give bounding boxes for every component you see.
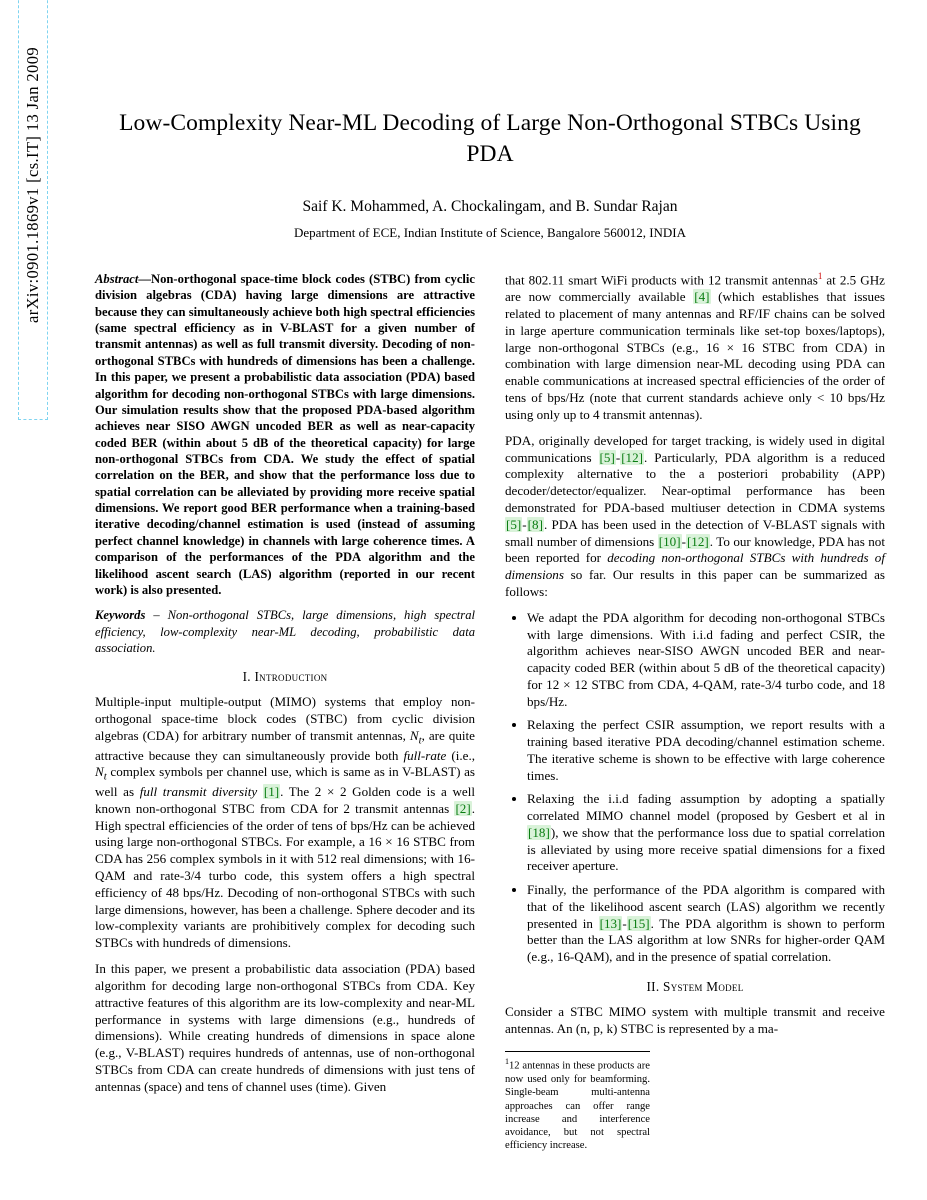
right-p1-a: that 802.11 smart WiFi products with 12 transmit antennas xyxy=(505,272,818,288)
left-column xyxy=(95,271,475,1153)
right-p1-c: (which establishes that issues related to placement of many antennas and RF/IF chains can be solved in large aperture communication terminals like set-top boxes/laptops), large non-orthogonal STBCs (e.g., 16 × 16 STBC from CDA) in combination with large dimension near-ML decoding using PDA can enable communications at increased spectral efficiencies of the order of tens of bps/Hz (note that current standards achieve only < 10 bps/Hz using only up to 4 transmit antennas). xyxy=(505,289,885,422)
right-paragraph-1 xyxy=(505,271,885,424)
list-item xyxy=(527,791,885,875)
system-model-paragraph-1: Consider a STBC MIMO system with multiple transmit and receive antennas. An (n, p, k) STBC is represented by a ma- xyxy=(505,1003,885,1036)
footnote-1 xyxy=(505,1051,650,1152)
footnote-marker-1[interactable]: 1 xyxy=(817,271,823,282)
right-p2-e: so far. Our results in this paper can be summarized as follows: xyxy=(505,567,885,600)
arxiv-stamp: arXiv:0901.1869v1 [cs.IT] 13 Jan 2009 xyxy=(18,0,48,420)
citation-2[interactable]: [2] xyxy=(455,800,471,816)
citation-10[interactable]: [10] xyxy=(658,533,681,549)
intro-paragraph-1 xyxy=(95,694,475,952)
section-heading-introduction: I. Introduction xyxy=(242,669,328,685)
paper-content xyxy=(95,0,885,1200)
keywords xyxy=(95,607,475,656)
two-column-body xyxy=(95,271,885,1153)
right-p2-a: PDA, originally developed for target tracking, is widely used in digital communications xyxy=(505,432,885,465)
right-paragraph-2: PDA, originally developed for target tracking, is widely used in digital communications [5]-[12]. Particularly, PDA algorithm is a reduced complexity alternative to the a posteriori probability (APP) decoder/detector/equalizer. Near-optimal performance has been demonstrated for PDA-based multiuser detection in CDMA systems [5]-[8]. PDA has been used in the detection of V-BLAST signals with small number of dimensions [10]-[12]. To our knowledge, PDA has not been reported for decoding non-orthogonal STBCs with hundreds of dimensions so far. Our results in this paper can be summarized as follows: xyxy=(505,432,885,600)
right-p2-c: . PDA has been used in the detection of V-BLAST signals with small number of dimensions xyxy=(505,516,885,549)
bullet-4-text-b: . The PDA algorithm is shown to perform better than the LAS algorithm at low SNRs for higher-order QAM (e.g., 16-QAM), and in the presence of spatial correlation. xyxy=(527,915,885,965)
bullet-1-text: We adapt the PDA algorithm for decoding non-orthogonal STBCs with large dimensions. With i.i.d fading and perfect CSIR, the algorithm achieves near-SISO AWGN uncoded BER and near-capacity coded BER (within about 5 dB of the theoretical capacity) for 12 × 12 STBC from CDA, 4-QAM, rate-3/4 turbo code, and 18 bps/Hz. xyxy=(527,609,885,709)
footnote-superscript: 1 xyxy=(505,1057,509,1067)
right-p2-italic: decoding non-orthogonal STBCs with hundreds of dimensions xyxy=(505,550,885,583)
intro-p1-d: complex symbols per channel use, which is same as in V-BLAST) as well as xyxy=(95,764,475,799)
citation-13[interactable]: [13] xyxy=(599,915,622,931)
keywords-text: – Non-orthogonal STBCs, large dimensions, high spectral efficiency, low-complexity near-ML decoding, probabilistic data association. xyxy=(95,608,475,655)
intro-paragraph-2: In this paper, we present a probabilistic data association (PDA) based algorithm for decoding large non-orthogonal STBCs from CDA. Key attractive features of this algorithm are its low-complexity and near-ML performance in systems with large dimensions (e.g., hundreds of dimensions). While creating hundreds of dimensions in space alone (e.g., V-BLAST) requires hundreds of antennas, use of non-orthogonal STBCs from CDA can create hundreds of dimensions with just tens of antennas (space) and tens of channel uses (time). Given xyxy=(95,961,475,1094)
citation-12[interactable]: [12] xyxy=(621,449,644,465)
citation-1[interactable]: [1] xyxy=(263,783,280,799)
abstract-text: —Non-orthogonal space-time block codes (STBC) from cyclic division algebras (CDA) having large dimensions are attractive because they can simultaneously achieve both high spectral efficiencies (same spectral efficiency as in V-BLAST for a given number of transmit antennas) as well as full transmit diversity. Decoding of non-orthogonal STBCs with hundreds of dimensions has been a challenge. In this paper, we present a probabilistic data association (PDA) based algorithm for decoding non-orthogonal STBCs with large dimensions. Our simulation results show that the proposed PDA-based algorithm achieves near SISO AWGN uncoded BER as well as near-capacity coded BER (within about 5 dB of the theoretical capacity) for large non-orthogonal STBCs from CDA. We study the effect of spatial correlation on the BER, and show that the performance loss due to spatial correlation can be alleviated by providing more receive spatial dimensions. We report good BER performance when a training-based iterative decoding/channel estimation is used (instead of assuming perfect channel knowledge) in channels with large coherence times. A comparison of the performances of the PDA algorithm and the likelihood ascent search (LAS) algorithm (reported in our recent work) is also presented. xyxy=(95,272,475,597)
right-p2-b: . Particularly, PDA algorithm is a reduced complexity alternative to the a posteriori probability (APP) decoder/detector/equalizer. Near-optimal performance has been demonstrated for PDA-based multiuser detection in CDMA systems xyxy=(505,449,885,515)
abstract-lead: Abstract xyxy=(95,272,139,287)
intro-p1-fullrate: full-rate xyxy=(403,747,447,763)
abstract xyxy=(95,271,475,598)
list-item xyxy=(527,717,885,784)
intro-p1-b: , are quite attractive because they can simultaneously provide both xyxy=(95,727,475,763)
citation-12b[interactable]: [12] xyxy=(686,533,709,549)
right-column xyxy=(505,271,885,1153)
citation-5[interactable]: [5] xyxy=(599,449,615,465)
symbol-nt-base: N xyxy=(409,727,419,743)
intro-p1-c: (i.e., xyxy=(446,747,475,763)
bullet-2-text: Relaxing the perfect CSIR assumption, we report results with a training based iterative PDA decoding/channel estimation scheme. The iterative scheme is shown to be effective with large coherence times. xyxy=(527,717,885,783)
citation-18[interactable]: [18] xyxy=(528,824,550,840)
footnote-text: 12 antennas in these products are now used only for beamforming. Single-beam multi-antenna approaches can offer range increase and interference avoidance, but not spectral efficiency increase. xyxy=(505,1060,650,1152)
bullet-3-text-b: ), we show that the performance loss due to spatial correlation is alleviated by using more receive spatial dimensions for a fixed receiver aperture. xyxy=(527,824,885,874)
intro-p1-a: Multiple-input multiple-output (MIMO) systems that employ non-orthogonal space-time block codes (STBC) from cyclic division algebras (CDA) for arbitrary number of transmit antennas, xyxy=(95,694,475,743)
keywords-label: Keywords xyxy=(95,608,146,623)
right-p2-dash1: - xyxy=(615,449,621,465)
section-heading-system-model: II. System Model xyxy=(646,978,744,994)
list-item xyxy=(527,610,885,711)
right-p2-d: . To our knowledge, PDA has not been reported for xyxy=(505,533,885,566)
page-title: Low-Complexity Near-ML Decoding of Large Non-Orthogonal STBCs Using PDA xyxy=(119,110,861,168)
right-p1-b: at 2.5 GHz are now commercially available xyxy=(505,272,885,305)
intro-p1-fulldiv: full transmit diversity xyxy=(139,783,258,799)
bullet-4-text-a: Finally, the performance of the PDA algorithm is compared with that of the likelihood ascent search (LAS) algorithm we recently presented in xyxy=(527,882,885,931)
bullet-4-dash: - xyxy=(622,915,627,931)
bullet-3-text-a: Relaxing the i.i.d fading assumption by adopting a spatially correlated MIMO channel model (proposed by Gesbert et al in xyxy=(527,791,885,824)
list-item xyxy=(527,882,885,966)
affiliation: Department of ECE, Indian Institute of Science, Bangalore 560012, INDIA xyxy=(293,225,687,241)
citation-15[interactable]: [15] xyxy=(627,915,650,931)
symbol-nt xyxy=(409,727,422,747)
authors: Saif K. Mohammed, A. Chockalingam, and B. Sundar Rajan xyxy=(302,198,678,216)
citation-4[interactable]: [4] xyxy=(694,289,710,305)
symbol-nt-2: $N_t$ xyxy=(95,764,107,783)
intro-p1-f: . High spectral efficiencies of the order of tens of bps/Hz can be achieved using large non-orthogonal STBCs. For example, a 16 × 16 STBC from CDA has 256 complex symbols in it with 512 real dimensions; with 16-QAM and rate-3/4 turbo code, this system offers a high spectral efficiency of 48 bps/Hz. Decoding of non-orthogonal STBCs with such large dimensions, however, has been a challenge. Sphere decoder and its low-complexity variants are prohibitively complex for decoding such STBCs with hundreds of dimensions. xyxy=(95,800,475,951)
symbol-nt-sub: t xyxy=(418,734,422,747)
summary-bullet-list xyxy=(505,610,885,966)
citation-8[interactable]: [8] xyxy=(527,516,543,532)
intro-p1-e: . The 2 × 2 Golden code is a well known non-orthogonal STBC from CDA for 2 transmit antennas xyxy=(95,783,476,816)
citation-5b[interactable]: [5] xyxy=(506,516,522,532)
